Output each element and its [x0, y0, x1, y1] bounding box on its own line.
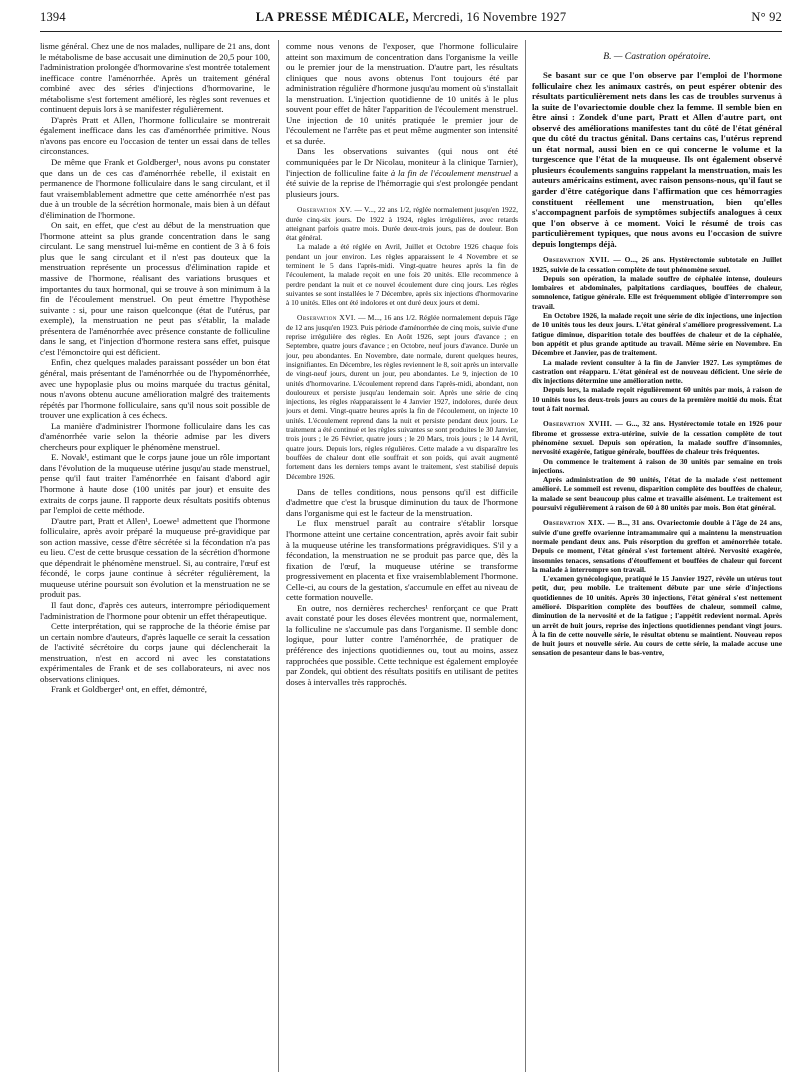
observation-label: Observation XVI.: [297, 313, 356, 323]
page-number: 1394: [40, 10, 66, 24]
paragraph: En outre, nos dernières recherches¹ renforçant ce que Pratt avait constaté pour les doses élevées montrent que, normalement, la folliculine ne s'accumule pas dans l'organisme. Il semble donc logique, pour lutter contre l'aménorrhée, de pratiquer de préférence des injections quotidiennes ou, tout au moins, assez rapprochées que possible. Cette technique est également employée par Zondek, qui obtient des résultats positifs en utilisant de petites doses à intervalles très rapprochés.: [286, 602, 518, 687]
column-divider: [278, 40, 279, 1072]
observation-label: Observation XVIII.: [543, 419, 613, 429]
observation-15: Observation XV. — V..., 22 ans 1/2, réglée normalement jusqu'en 1922, durée cinq-six jours. De 1922 à 1924, règles irrégulières, avec retards atteignant parfois quatre mois. Durée deux-trois jours, pas de douleur. Bon état général.: [286, 205, 518, 243]
paragraph: Il faut donc, d'après ces auteurs, interrompre périodiquement l'administration de l'hormone pour obtenir un effet thérapeutique.: [40, 599, 270, 621]
section-heading: B. — Castration opératoire.: [603, 51, 711, 62]
issue-date: Mercredi, 16 Novembre 1927: [412, 10, 567, 24]
page-header: [40, 8, 782, 30]
paragraph: En Octobre 1926, la malade reçoit une série de dix injections, une injection de 10 unités tous les deux jours. L'état général s'améliore progressivement. La fatigue diminue, disparition totale des bouffées de chaleur et de la céphalée, bon appétit et plus grande aptitude au travail. Même série en Novembre. En Décembre et Janvier, pas de traitement.: [532, 311, 782, 358]
italic-phrase: à la fin de l'écoulement menstruel: [390, 167, 512, 178]
paragraph: L'examen gynécologique, pratiqué le 15 Janvier 1927, révèle un utérus tout petit, dur, peu mobile. Le traitement débute par une série d'injections quotidiennes de 10 unités. Après 30 injections, l'état général s'est nettement amélioré. Disparition complète des bouffées de chaleur, sommeil calme, diminution de la nervosité et de la fatigue ; l'appétit redevient normal. Après un arrêt de huit jours, reprise des injections quotidiennes pendant vingt jours. À la fin de cette nouvelle série, le résultat obtenu se maintient. Nouveau repos de huit jours et nouvelle série. Au cours de cette série, la malade accuse une sensation de pesanteur dans le bas-ventre,: [532, 574, 782, 658]
paragraph: D'après Pratt et Allen, l'hormone folliculaire se montrerait également inefficace dans les cas d'aménorrhée primitive. Nous n'avons pas encore eu l'occasion de tenter un essai dans de telles circonstances.: [40, 114, 270, 157]
paragraph: Le flux menstruel paraît au contraire s'établir lorsque l'hormone atteint une certaine concentration, après avoir fait subir à la muqueuse utérine les transformations prégravidiques. S'il y a fécondation, la menstruation ne se produit pas parce que, dès la fixation de l'œuf, la muqueuse utérine se transforme progressivement en placenta et fixe vraisemblablement l'hormone. Celle-ci, au cours de la gestation, s'accumule en effet au niveau de cette formation nouvelle.: [286, 518, 518, 603]
paragraph: Cette interprétation, qui se rapproche de la théorie émise par un certain nombre d'auteurs, d'après laquelle ce serait la cessation de l'activité sécrétoire du corps jaune qui déclencherait la menstruation, n'est en accord ni avec les constatations expérimentales de Frank et de ses collaborateurs, ni avec nos observations cliniques.: [40, 621, 270, 684]
observation-17: Observation XVII. — O..., 26 ans. Hystérectomie subtotale en Juillet 1925, suivie de la cessation complète de tout phénomène sexuel.: [532, 255, 782, 274]
paragraph: On sait, en effet, que c'est au début de la menstruation que l'hormone atteint sa plus grande concentration dans le sang circulant. Le sang menstruel lui-même en contient de 3 à 6 fois plus que le sang circulant et il n'est pas douteux que la menstruation représente un processus d'élimination rapide et massive de l'hormone, réalisant des variations brusques et importantes du taux hormonal, qui se trouve à son minimum à la fin de l'écoulement menstruel. On peut émettre l'hypothèse suivante : si, pour une raison quelconque (état de l'utérus, par exemple), la menstruation ne peut pas s'établir, la malade présentera de l'aménorrhée avec présence constante de folliculine dans le sang, et l'injection d'hormone restera sans effet, puisque c'est l'émonctoire qui est déficient.: [40, 220, 270, 357]
journal-name: LA PRESSE MÉDICALE,: [255, 10, 410, 24]
paragraph: La malade revient consulter à la fin de Janvier 1927. Les symptômes de castration ont réapparu. L'état général est de nouveau déficient. Une série de dix injections détermine une amélioration nette.: [532, 357, 782, 386]
journal-title-line: [40, 10, 782, 25]
paragraph: E. Novak¹, estimant que le corps jaune joue un rôle important dans l'évolution de la muqueuse utérine jusqu'au stade menstruel, pense qu'il faut traiter l'aménorrhée en faisant d'abord agir l'hormone à haute dose (100 unités par jour) et ensuite des extraits de corps jaune. Il rapporte deux résultats positifs obtenus par l'emploi de cette méthode.: [40, 452, 270, 516]
paragraph: Après administration de 90 unités, l'état de la malade s'est nettement amélioré. Le sommeil est revenu, disparition complète des bouffées de chaleur, la malade se sent beaucoup plus calme et travaille aisément. Le traitement est poursuivi régulièrement à raison de 60 à 80 unités par mois. Bon état général.: [532, 475, 782, 513]
header-rule: [40, 31, 782, 32]
paragraph: Depuis lors, la malade reçoit régulièrement 60 unités par mois, à raison de 10 unités tous les deux-trois jours au cours de la première moitié du mois. État tout à fait normal.: [532, 385, 782, 414]
observation-19: Observation XIX. — B..., 31 ans. Ovariectomie double à l'âge de 24 ans, suivie d'une greffe ovarienne intramammaire qui a maintenu la menstruation normale pendant deux ans. Puis résorption du greffon et aménorrhée totale. Depuis ce moment, l'état général s'est fortement altéré. Nervosité exagérée, insomnies tenaces, sensations d'étouffement et bouffées de chaleur qui forcent la malade à interrompre son travail.: [532, 518, 782, 574]
paragraph: comme nous venons de l'exposer, que l'hormone folliculaire atteint son maximum de concentration dans l'organisme la veille ou le premier jour de la menstruation. D'autre part, les résultats cliniques que nous avons obtenus l'ont toujours été par administration régulière d'hormone jusqu'au moment où s'installait la menstruation. L'injection quotidienne de 10 unités à le plus souvent pour effet de hâter l'apparition de l'écoulement menstruel. Une injection de 10 unités pratiquée le premier jour de l'écoulement ne l'arrête pas et peut même augmenter son intensité et sa durée.: [286, 41, 518, 146]
observation-label: Observation XVII.: [543, 255, 610, 265]
paragraph: Dans de telles conditions, nous pensons qu'il est difficile d'admettre que c'est la brusque diminution du taux de l'hormone dans l'organisme qui est le facteur de la menstruation.: [286, 486, 518, 518]
paragraph: Enfin, chez quelques malades paraissant posséder un bon état général, mais présentant de l'aménorrhée ou de l'hypoménorrhée, avec une hypoplasie plus ou moins marquée du tractus génital, nous n'avons obtenu aucune amélioration malgré des traitements répétés par l'hormone folliculaire, sans qu'il nous soit possible de trouver une explication à ces échecs.: [40, 357, 270, 421]
observation-label: Observation XIX.: [543, 518, 605, 528]
paragraph: D'autre part, Pratt et Allen¹, Loewe¹ admettent que l'hormone folliculaire, après avoir préparé la muqueuse pré-gravidique par son action massive, cesse d'être sécrétée si la fécondation n'a pas eu lieu. C'est de cette brusque cessation de la sécrétion d'hormone que dépendrait le phénomène menstruel. Si, au contraire, l'œuf est fécondé, le corps jaune continue à sécréter régulièrement, la muqueuse utérine poursuit son évolution et la menstruation ne se produit pas.: [40, 515, 270, 600]
paragraph: lisme général. Chez une de nos malades, nullipare de 21 ans, dont le métabolisme de base accusait une diminution de 20,5 pour 100, l'administration prolongée d'hormovarine s'est montrée totalement inefficace contre l'aménorrhée. Après un traitement général combiné avec des séries d'injections d'hormovarine, le métabolisme s'est fortement amélioré, les règles sont revenues et continuent depuis lors à se manifester régulièrement.: [40, 41, 270, 115]
observation-label: Observation XV.: [297, 205, 353, 215]
observation-18: Observation XVIII. — G..., 32 ans. Hystérectomie totale en 1926 pour fibrome et grossesse extra-utérine, suivie de la cessation complète de tout phénomène sexuel. Depuis son opération, la malade souffre d'insomnies, nervosité exagérée, fatigue générale, bouffées de chaleur très fréquentes.: [532, 419, 782, 457]
paragraph: Dans les observations suivantes (qui nous ont été communiquées par le Dr Nicolau, moniteur à la clinique Tarnier), l'injection de folliculine faite à la fin de l'écoulement menstruel a été suivie de la reprise de l'hémorragie qui s'est prolongée pendant plusieurs jours.: [286, 146, 518, 199]
column-left: [40, 41, 270, 1073]
issue-number: N° 92: [751, 10, 782, 24]
paragraph: Se basant sur ce que l'on observe par l'emploi de l'hormone folliculaire chez les animaux castrés, on peut espérer obtenir des résultats particulièrement nets dans les cas de troubles survenus à la suite de l'ovariectomie double chez la femme. Il semble bien en être ainsi : Zondek d'une part, Pratt et Allen d'autre part, ont observé des améliorations manifestes tant du côté de l'état général que du côté du tractus génital. Dans certains cas, l'utérus reprend un état normal, aussi bien en ce qui concerne le volume et la turgescence que l'état de la muqueuse. Ils ont également observé plusieurs écoulements sanguins rappelant la menstruation, mais les auteurs américains estiment, avec raison pensons-nous, qu'il faut se garder d'être catégorique dans l'affirmation que ces hémorragies constituent réellement une menstruation, bien qu'elles s'accompagnent parfois de symptômes subjectifs analogues à ceux que l'on observe à ce moment. Voici le résumé de trois cas particulièrement typiques, que nous avons eu l'occasion de suivre depuis longtemps déjà.: [532, 70, 782, 249]
paragraph: Frank et Goldberger¹ ont, en effet, démontré,: [51, 684, 207, 695]
paragraph: On commence le traitement à raison de 30 unités par semaine en trois injections.: [532, 456, 782, 475]
paragraph: La manière d'administrer l'hormone folliculaire dans les cas d'aménorrhée varie selon la théorie admise par les divers chercheurs pour expliquer le phénomène menstruel.: [40, 420, 270, 452]
column-right: [532, 41, 782, 1073]
paragraph: De même que Frank et Goldberger¹, nous avons pu constater que dans un de ces cas d'aménorrhée rebelle, il existait en permanence de l'hormone folliculaire dans le sang circulant, et il faut vraisemblablement admettre que cette aménorrhée n'est pas due à un trouble de la sécrétion hormonale, mais bien à un défaut d'élimination de l'hormone.: [40, 157, 270, 220]
paragraph: Depuis son opération, la malade souffre de céphalée intense, douleurs lombaires et abdominales, palpitations cardiaques, bouffées de chaleur, somnolence, fatigue générale. Elle est fréquemment obligée d'interrompre son travail.: [532, 273, 782, 311]
column-divider: [525, 40, 526, 1072]
observation-16: Observation XVI. — M..., 16 ans 1/2. Réglée normalement depuis l'âge de 12 ans jusqu'en 1923. Puis période d'aménorrhée de cinq mois, suivie d'une reprise irrégulière des règles. En Août 1926, sept jours d'avance ; en Septembre, quatre jours d'avance ; en Octobre, neuf jours d'avance. Durée un jour, peu abondantes. En Novembre, date normale, durent quelques heures, insignifiantes. En Décembre, les règles reviennent le 8, soit après un intervalle de vingt-neuf jours, durent un jour, peu abondantes. Le 9, injection de 10 unités d'hormovarine. L'écoulement reprend dans l'après-midi, abondant, non douloureux et persiste jusqu'au lendemain soir. Après une série de cinq injections, les règles réapparaissent le 4 Janvier 1927, indolores, durée deux jours et demi. Vingt-quatre heures après la fin de l'écoulement, on injecte 10 unités. L'écoulement reprend dans la nuit et persiste pendant deux jours. Le traitement a été continué et les règles suivantes se sont produites le 30 Janvier, trois jours ; le 26 Février, quatre jours ; le 20 Mars, trois jours ; le 14 Avril, quatre jours. Depuis lors, règles régulières. Cette malade a vu disparaître les bouffées de chaleur dont elle souffrait et son poids, qui avait augmenté fortement dans les derniers temps avant le traitement, s'est stabilisé depuis Décembre 1926.: [286, 313, 518, 481]
column-middle: [286, 41, 518, 1073]
paragraph: La malade a été réglée en Avril, Juillet et Octobre 1926 chaque fois pendant un jour environ. Les règles apparaissent le 4 Novembre et se terminent le 5 dans l'après-midi. Vingt-quatre heures après la fin de l'écoulement, la malade reçoit en une fois 20 unités. Elle recommence à perdre pendant la nuit et ce nouvel écoulement dure cinq jours. Les règles suivantes se sont installées le 7 Décembre, après six injections d'hormovarine à 10 unités. Elles ont été indolores et ont duré deux jours et demi.: [286, 242, 518, 308]
